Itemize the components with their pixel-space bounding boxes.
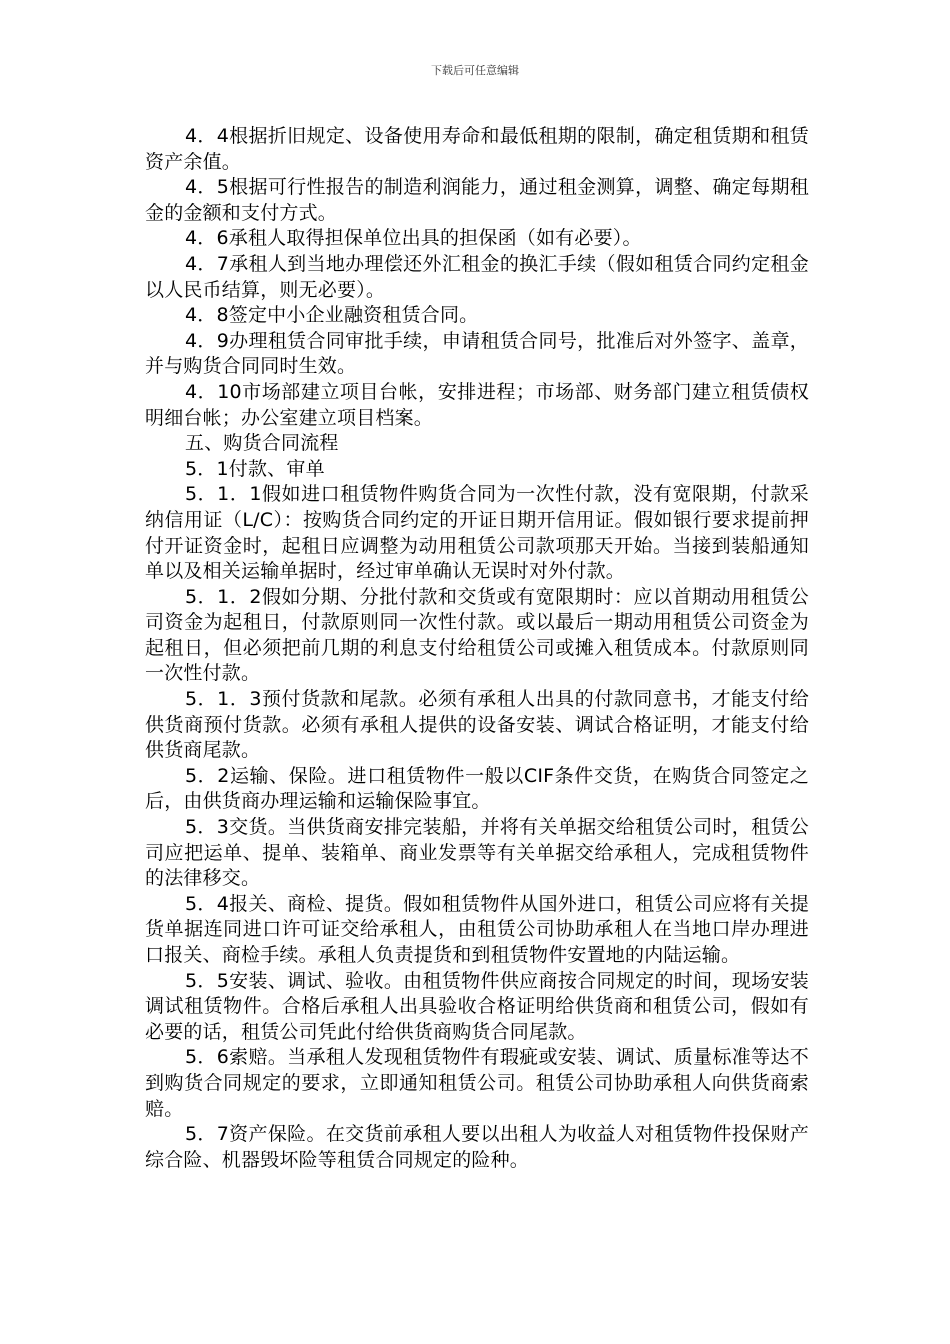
paragraph-5-1-2: 5．1．2假如分期、分批付款和交货或有宽限期时：应以首期动用租赁公司资金为起租日，付款原则同一次性付款。或以最后一期动用租赁公司资金为起租日，但必须把前几期的利息支付给租赁公司或摊入租赁成本。付款原则同一次性付款。 xyxy=(145,585,809,685)
paragraph-5-1-1: 5．1．1假如进口租赁物件购货合同为一次性付款，没有宽限期，付款采纳信用证（L/C）：按购货合同约定的开证日期开信用证。假如银行要求提前押付开证资金时，起租日应调整为动用租赁公司款项那天开始。当接到装船通知单以及相关运输单据时，经过审单确认无误时对外付款。 xyxy=(145,483,809,583)
paragraph-4-9: 4．9办理租赁合同审批手续，申请租赁合同号，批准后对外签字、盖章，并与购货合同同时生效。 xyxy=(145,329,809,378)
paragraph-5-6: 5．6索赔。当承租人发现租赁物件有瑕疵或安装、调试、质量标准等达不到购货合同规定的要求，立即通知租赁公司。租赁公司协助承租人向供货商索赔。 xyxy=(145,1046,809,1120)
paragraph-5-3: 5．3交货。当供货商安排完装船，并将有关单据交给租赁公司时，租赁公司应把运单、提单、装箱单、商业发票等有关单据交给承租人，完成租赁物件的法律移交。 xyxy=(145,816,809,890)
paragraph-5-5: 5．5安装、调试、验收。由租赁物件供应商按合同规定的时间，现场安装调试租赁物件。合格后承租人出具验收合格证明给供货商和租赁公司，假如有必要的话，租赁公司凭此付给供货商购货合同尾款。 xyxy=(145,969,809,1043)
paragraph-5-1-3: 5．1．3预付货款和尾款。必须有承租人出具的付款同意书，才能支付给供货商预付货款。必须有承租人提供的设备安装、调试合格证明，才能支付给供货商尾款。 xyxy=(145,688,809,762)
paragraph-4-7: 4．7承租人到当地办理偿还外汇租金的换汇手续（假如租赁合同约定租金以人民币结算，则无必要）。 xyxy=(145,252,809,301)
paragraph-5-1: 5．1付款、审单 xyxy=(185,457,325,480)
paragraph-4-10: 4．10市场部建立项目台帐，安排进程；市场部、财务部门建立租赁债权明细台帐；办公室建立项目档案。 xyxy=(145,380,809,429)
paragraph-4-8: 4．8签定中小企业融资租赁合同。 xyxy=(185,304,479,327)
document-body xyxy=(145,124,809,1173)
paragraph-5-2: 5．2运输、保险。进口租赁物件一般以CIF条件交货，在购货合同签定之后，由供货商办理运输和运输保险事宜。 xyxy=(145,764,809,813)
page-header: 下载后可任意编辑 xyxy=(431,64,519,77)
section-heading-5: 五、购货合同流程 xyxy=(185,432,339,455)
paragraph-4-5: 4．5根据可行性报告的制造利润能力，通过租金测算，调整、确定每期租金的金额和支付方式。 xyxy=(145,176,809,224)
paragraph-4-6: 4．6承租人取得担保单位出具的担保函（如有必要）。 xyxy=(185,227,642,250)
paragraph-4-4: 4．4根据折旧规定、设备使用寿命和最低租期的限制，确定租赁期和租赁资产余值。 xyxy=(145,125,809,173)
paragraph-5-7: 5．7资产保险。在交货前承租人要以出租人为收益人对租赁物件投保财产综合险、机器毁坏险等租赁合同规定的险种。 xyxy=(145,1123,809,1171)
paragraph-5-4: 5．4报关、商检、提货。假如租赁物件从国外进口，租赁公司应将有关提货单据连同进口许可证交给承租人，由租赁公司协助承租人在当地口岸办理进口报关、商检手续。承租人负责提货和到租赁物件安置地的内陆运输。 xyxy=(145,892,809,966)
